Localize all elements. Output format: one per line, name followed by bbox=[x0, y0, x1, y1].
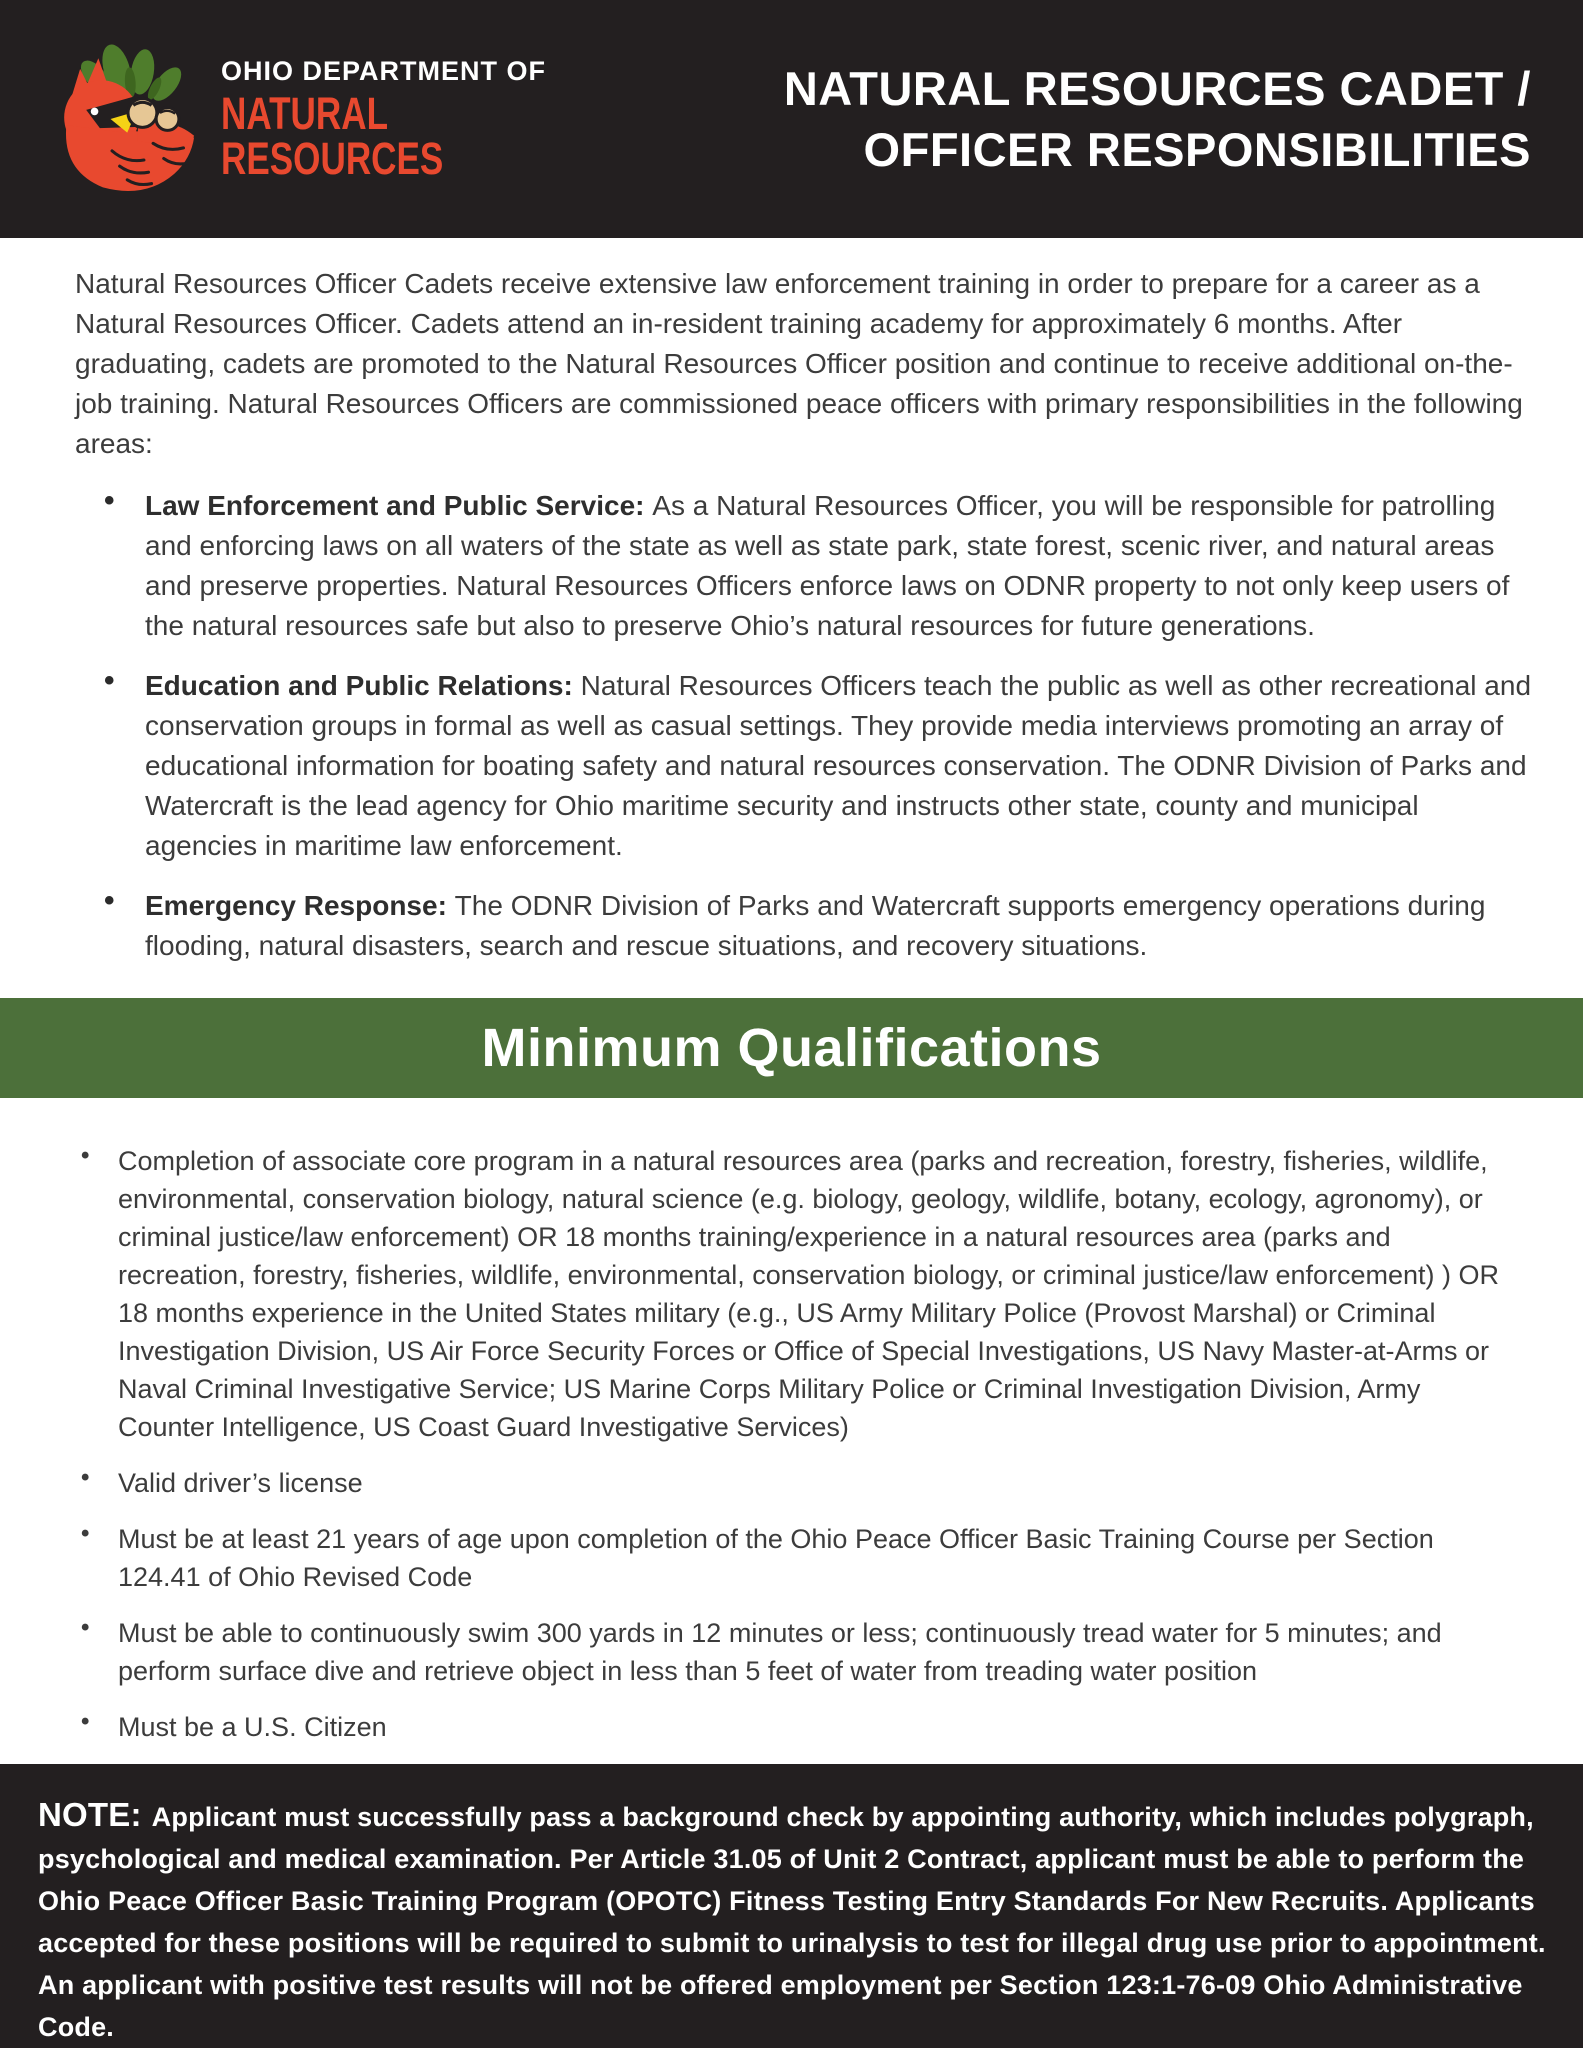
page-title-line1: NATURAL RESOURCES CADET / bbox=[783, 62, 1531, 115]
responsibility-description: Natural Resources Officers teach the public as well as other recreational and conservation groups in formal as well as casual settings. They provide media interviews promoting an array of educational information for boating safety and natural resources conservation. The ODNR Division of Parks and Watercraft is the lead agency for Ohio maritime security and instructs other state, county and municipal agencies in maritime law enforcement. bbox=[145, 670, 1532, 861]
intro-section bbox=[0, 238, 1583, 986]
qualification-item bbox=[75, 1614, 1515, 1690]
responsibility-item-text bbox=[145, 486, 1533, 646]
qualification-item-text: Completion of associate core program in a natural resources area (parks and recreation, forestry, fisheries, wildlife, environmental, conservation biology, natural science (e.g. biology, geology, wildlife, botany, ecology, agronomy), or criminal justice/law enforcement) OR 18 months training/experience in a natural resources area (parks and recreation, forestry, fisheries, wildlife, environmental, conservation biology, or criminal justice/law enforcement) ) OR 18 months experience in the United States military (e.g., US Army Military Police (Provost Marshal) or Criminal Investigation Division, US Air Force Security Forces or Office of Special Investigations, US Navy Master-at-Arms or Naval Criminal Investigative Service; US Marine Corps Military Police or Criminal Investigation Division, Army Counter Intelligence, US Coast Guard Investigative Services) bbox=[118, 1146, 1500, 1442]
responsibility-label: Emergency Response: bbox=[145, 890, 455, 921]
odnr-cardinal-logo-icon bbox=[47, 43, 209, 195]
responsibility-item bbox=[75, 886, 1533, 966]
page-title-line2: OFFICER RESPONSIBILITIES bbox=[863, 123, 1531, 176]
qualification-item-text: Must be at least 21 years of age upon completion of the Ohio Peace Officer Basic Training Course per Section 124.41 of Ohio Revised Code bbox=[118, 1524, 1434, 1592]
bullet-icon: • bbox=[81, 1708, 90, 1735]
qualifications-list bbox=[75, 1142, 1533, 1746]
minimum-qualifications-banner bbox=[0, 998, 1583, 1098]
responsibilities-list bbox=[75, 486, 1533, 966]
responsibility-item bbox=[75, 486, 1533, 646]
bullet-icon: • bbox=[104, 664, 115, 697]
responsibility-item-text bbox=[145, 886, 1533, 966]
qualification-item bbox=[75, 1708, 1515, 1746]
odnr-wordmark bbox=[221, 55, 546, 184]
bullet-icon: • bbox=[81, 1520, 90, 1547]
odnr-brand bbox=[47, 43, 546, 195]
note-label: NOTE: bbox=[38, 1796, 142, 1833]
note-text: Applicant must successfully pass a background check by appointing authority, which includes polygraph, psychological and medical examination. Per Article 31.05 of Unit 2 Contract, applicant must be able to perform the Ohio Peace Officer Basic Training Program (OPOTC) Fitness Testing Entry Standards For New Recruits. Applicants accepted for these positions will be required to submit to urinalysis to test for illegal drug use prior to appointment. An applicant with positive test results will not be offered employment per Section 123:1-76-09 Ohio Administrative Code. bbox=[38, 1802, 1546, 2042]
qualification-item bbox=[75, 1464, 1515, 1502]
responsibility-item-text bbox=[145, 666, 1533, 866]
brand-natural-line: NATURAL bbox=[221, 87, 389, 139]
qualification-item bbox=[75, 1142, 1515, 1446]
bullet-icon: • bbox=[81, 1142, 90, 1169]
responsibility-description: The ODNR Division of Parks and Watercraft supports emergency operations during flooding, natural disasters, search and rescue situations, and recovery situations. bbox=[145, 890, 1486, 961]
bullet-icon: • bbox=[81, 1464, 90, 1491]
responsibility-label: Law Enforcement and Public Service: bbox=[145, 490, 653, 521]
page-title bbox=[784, 58, 1531, 180]
qualifications-section bbox=[0, 1098, 1583, 1764]
footer-note-bar bbox=[0, 1764, 1583, 2048]
bullet-icon: • bbox=[104, 484, 115, 517]
bullet-icon: • bbox=[81, 1614, 90, 1641]
qualification-item-text: Valid driver’s license bbox=[118, 1468, 363, 1498]
qualification-item bbox=[75, 1520, 1515, 1596]
header-bar bbox=[0, 0, 1583, 238]
brand-dept-line: OHIO DEPARTMENT OF bbox=[221, 55, 546, 86]
responsibility-description: As a Natural Resources Officer, you will be responsible for patrolling and enforcing laws on all waters of the state as well as state park, state forest, scenic river, and natural areas and preserve properties. Natural Resources Officers enforce laws on ODNR property to not only keep users of the natural resources safe but also to preserve Ohio’s natural resources for future generations. bbox=[145, 490, 1510, 641]
responsibility-item bbox=[75, 666, 1533, 866]
brand-resources-line: RESOURCES bbox=[221, 132, 444, 184]
qualification-item-text: Must be a U.S. Citizen bbox=[118, 1712, 387, 1742]
responsibility-label: Education and Public Relations: bbox=[145, 670, 581, 701]
intro-paragraph: Natural Resources Officer Cadets receive extensive law enforcement training in order to prepare for a career as a Natural Resources Officer. Cadets attend an in-resident training academy for approximately 6 months. After graduating, cadets are promoted to the Natural Resources Officer position and continue to receive additional on-the-job training. Natural Resources Officers are commissioned peace officers with primary responsibilities in the following areas: bbox=[75, 268, 1523, 459]
banner-title: Minimum Qualifications bbox=[481, 1018, 1102, 1078]
qualification-item-text: Must be able to continuously swim 300 yards in 12 minutes or less; continuously tread water for 5 minutes; and perform surface dive and retrieve object in less than 5 feet of water from treading water position bbox=[118, 1618, 1442, 1686]
footer-note bbox=[38, 1794, 1553, 2048]
bullet-icon: • bbox=[104, 884, 115, 917]
